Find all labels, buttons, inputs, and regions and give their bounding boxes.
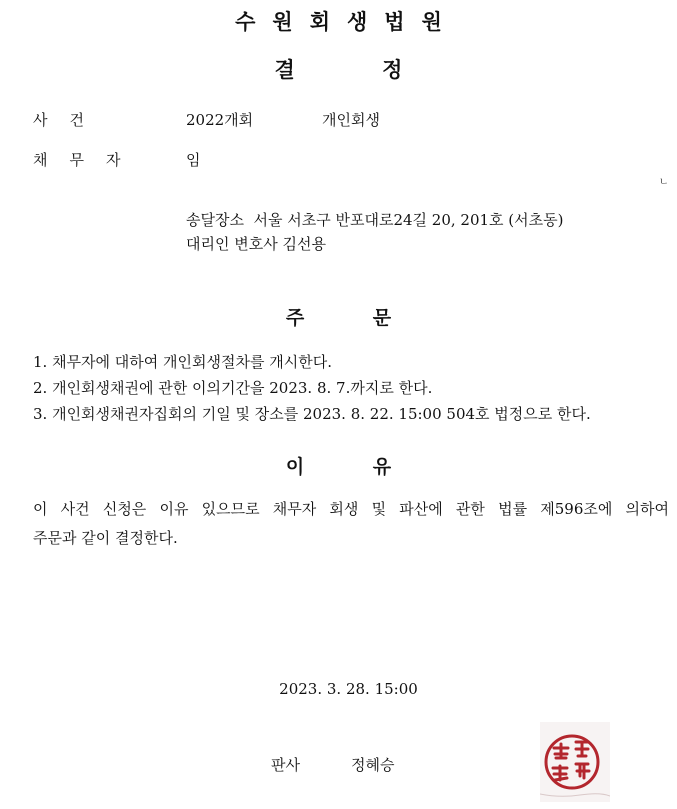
decision-date: 2023. 3. 28. 15:00	[279, 680, 418, 698]
debtor-name: 임	[186, 151, 201, 169]
representative: 대리인 변호사 김선용	[186, 235, 326, 253]
judge-seal-stamp	[540, 722, 610, 802]
order-item-2: 2. 개인회생채권에 관한 이의기간을 2023. 8. 7.까지로 한다.	[33, 379, 433, 397]
service-address: 송달장소 서울 서초구 반포대로24길 20, 201호 (서초동)	[186, 211, 564, 229]
order-item-3: 3. 개인회생채권자집회의 기일 및 장소를 2023. 8. 22. 15:00 504호 법정으로 한다.	[33, 405, 591, 423]
order-item-1: 1. 채무자에 대하여 개인회생절차를 개시한다.	[33, 353, 332, 371]
judge-name: 정혜승	[351, 756, 395, 774]
case-name: 개인회생	[322, 111, 380, 129]
edge-mark: ㄴ	[659, 177, 669, 188]
case-number: 2022개회	[186, 111, 254, 129]
court-name: 수원회생법원	[235, 10, 459, 34]
debtor-label: 채무자	[33, 151, 143, 169]
reason-line-1: 이 사건 신청은 이유 있으므로 채무자 회생 및 파산에 관한 법률 제596조에 의하여	[33, 500, 669, 518]
judge-label: 판사	[271, 756, 300, 774]
order-heading: 주 문	[285, 307, 392, 329]
reason-heading: 이 유	[285, 456, 392, 478]
case-label: 사건	[33, 111, 106, 129]
reason-line-2: 주문과 같이 결정한다.	[33, 529, 178, 547]
document-title: 결 정	[274, 58, 403, 82]
